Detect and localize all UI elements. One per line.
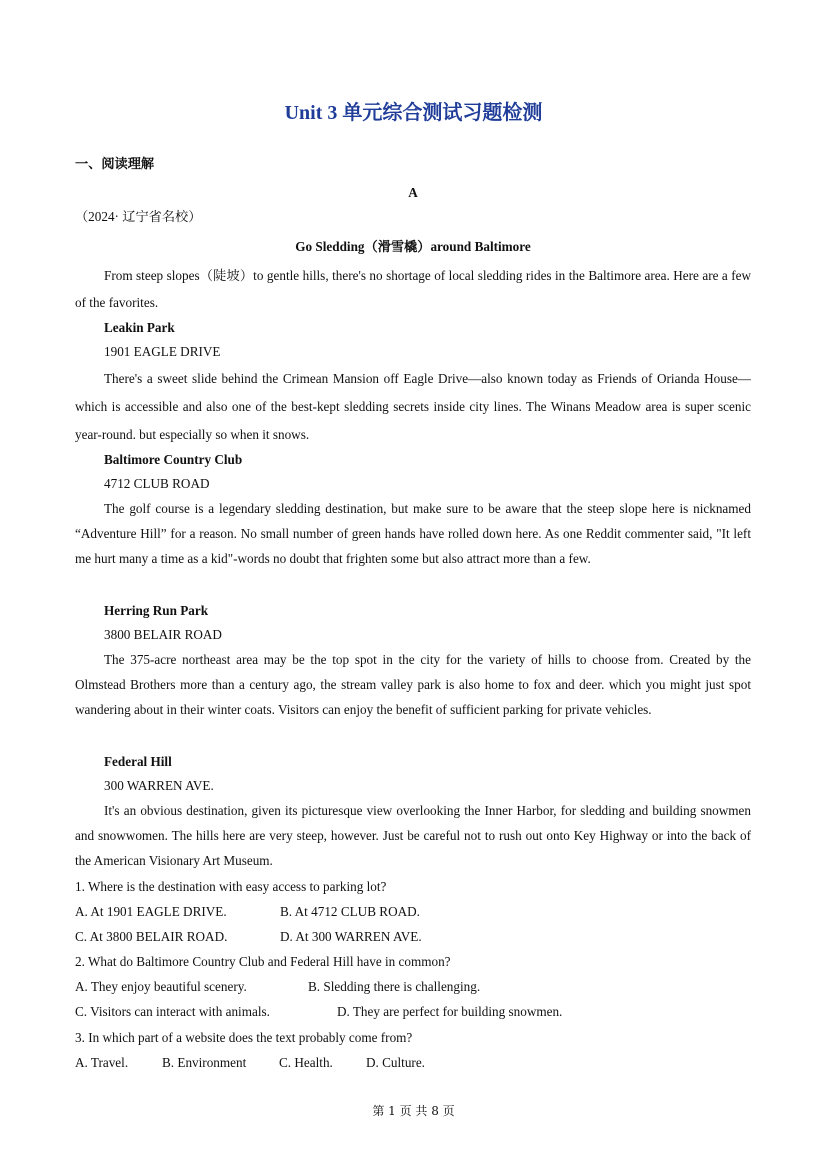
place-description: The 375-acre northeast area may be the top spot in the city for the variety of hills to choose from. Created by the Olmstead Brothers more than a century ago, the stream valley park is also home to fox and deer. which you might just spot wandering about in their winter coats. Visitors can enjoy the benefit of sufficient parking for private vehicles. <box>75 652 751 717</box>
question-stem: 3. In which part of a website does the text probably come from? <box>75 1030 413 1045</box>
option: D. At 300 WARREN AVE. <box>280 929 422 944</box>
place-description: It's an obvious destination, given its picturesque view overlooking the Inner Harbor, for sledding and building snowmen and snowwomen. The hills here are very steep, however. Just be careful not to rush out onto Key Highway or into the back of the American Visionary Art Museum. <box>75 803 751 868</box>
section-heading: 一、阅读理解 <box>75 156 155 171</box>
option: D. Culture. <box>366 1055 425 1070</box>
source-note: （2024· 辽宁省名校） <box>75 209 202 224</box>
option: C. Health. <box>279 1055 333 1070</box>
place-name: Leakin Park <box>104 320 175 335</box>
passage-label: A <box>408 185 418 200</box>
question-options <box>75 1050 751 1075</box>
question-stem: 2. What do Baltimore Country Club and Federal Hill have in common? <box>75 954 451 969</box>
passage-title: Go Sledding（滑雪橇）around Baltimore <box>295 239 531 254</box>
place-address: 300 WARREN AVE. <box>104 778 214 793</box>
option: A. At 1901 EAGLE DRIVE. <box>75 904 227 919</box>
question-options <box>75 999 751 1024</box>
option: B. Sledding there is challenging. <box>308 979 481 994</box>
option: C. Visitors can interact with animals. <box>75 1004 270 1019</box>
option: A. Travel. <box>75 1055 129 1070</box>
page-footer: 第 1 页 共 8 页 <box>372 1104 455 1118</box>
question-options <box>75 924 751 949</box>
question-stem: 1. Where is the destination with easy access to parking lot? <box>75 879 387 894</box>
option: B. Environment <box>162 1055 247 1070</box>
option: C. At 3800 BELAIR ROAD. <box>75 929 228 944</box>
option: B. At 4712 CLUB ROAD. <box>280 904 420 919</box>
option: D. They are perfect for building snowmen. <box>337 1004 563 1019</box>
place-description: The golf course is a legendary sledding destination, but make sure to be aware that the steep slope here is nicknamed “Adventure Hill” for a reason. No small number of green hands have rolled down here. As one Reddit commenter said, "It left me hurt many a time as a kid"-words no doubt that frighten some but also attract more than a few. <box>75 501 751 566</box>
page-title: Unit 3 单元综合测试习题检测 <box>284 102 543 124</box>
place-name: Federal Hill <box>104 754 172 769</box>
place-address: 1901 EAGLE DRIVE <box>104 344 221 359</box>
place-name: Baltimore Country Club <box>104 452 243 467</box>
option: A. They enjoy beautiful scenery. <box>75 979 247 994</box>
place-name: Herring Run Park <box>104 603 209 618</box>
place-address: 4712 CLUB ROAD <box>104 476 210 491</box>
intro-paragraph: From steep slopes（陡坡）to gentle hills, there's no shortage of local sledding rides in the Baltimore area. Here are a few of the favorites. <box>75 268 751 310</box>
place-address: 3800 BELAIR ROAD <box>104 627 222 642</box>
question-options <box>75 899 751 924</box>
place-description: There's a sweet slide behind the Crimean Mansion off Eagle Drive—also known today as Friends of Orianda House—which is accessible and also one of the best-kept sledding secrets inside city lines. The Winans Meadow area is super scenic year-round. but especially so when it snows. <box>75 371 751 442</box>
question-options <box>75 974 751 999</box>
